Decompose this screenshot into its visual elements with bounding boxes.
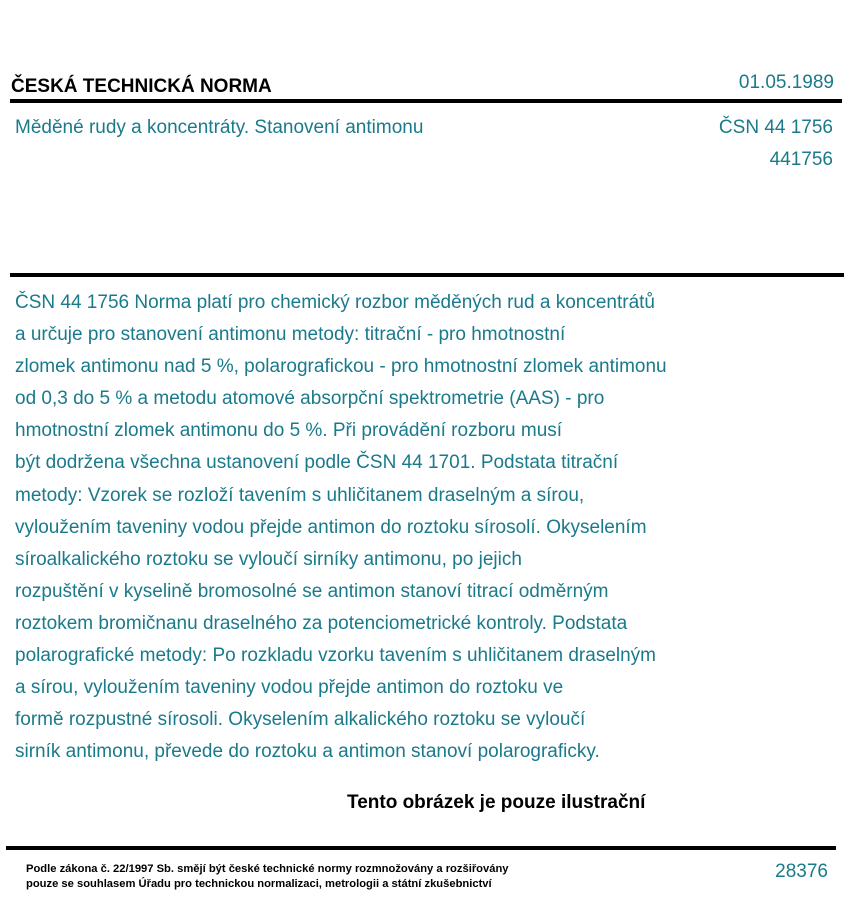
abstract-line: síroalkalického roztoku se vyloučí sirníky antimonu, po jejich [15, 548, 522, 570]
abstract-line: vyloužením taveniny vodou přejde antimon do roztoku sírosolí. Okyselením [15, 516, 647, 538]
abstract-line: polarografické metody: Po rozkladu vzorku tavením s uhličitanem draselným [15, 645, 657, 667]
standard-code: ČSN 44 1756 [718, 117, 833, 138]
abstract-text [15, 287, 815, 768]
body-divider [10, 273, 844, 277]
header-divider [10, 99, 842, 103]
footer-catalog-number: 28376 [775, 861, 828, 882]
abstract-line: od 0,3 do 5 % a metodu atomové absorpční spektrometrie (AAS) - pro [15, 388, 605, 410]
abstract-line: zlomek antimonu nad 5 %, polarografickou - pro hmotnostní zlomek antimonu [15, 356, 667, 378]
standard-number: 441756 [769, 149, 833, 170]
abstract-line: ČSN 44 1756 Norma platí pro chemický rozbor měděných rud a koncentrátů [15, 292, 655, 313]
standard-header-title: ČESKÁ TECHNICKÁ NORMA [11, 76, 272, 97]
footer-legal-notice [26, 862, 509, 892]
standard-date: 01.05.1989 [738, 72, 834, 93]
abstract-line: hmotnostní zlomek antimonu do 5 %. Při provádění rozboru musí [15, 420, 563, 442]
footer-divider [6, 846, 836, 850]
legal-line: pouze se souhlasem Úřadu pro technickou normalizaci, metrologii a státní zkušebnictví [26, 878, 492, 890]
document-title: Měděné rudy a koncentráty. Stanovení antimonu [15, 117, 424, 138]
abstract-line: roztokem bromičnanu draselného za potenciometrické kontroly. Podstata [15, 612, 628, 634]
abstract-line: být dodržena všechna ustanovení podle ČSN 44 1701. Podstata titrační [15, 452, 619, 474]
legal-line: Podle zákona č. 22/1997 Sb. smějí být české technické normy rozmnožovány a rozšiřovány [26, 863, 509, 875]
abstract-line: a sírou, vyloužením taveniny vodou přejde antimon do roztoku ve [15, 677, 564, 699]
abstract-line: rozpuštění v kyselině bromosolné se antimon stanoví titrací odměrným [15, 580, 609, 602]
illustration-note: Tento obrázek je pouze ilustrační [347, 792, 646, 813]
abstract-line: metody: Vzorek se rozloží tavením s uhličitanem draselným a sírou, [15, 484, 585, 506]
abstract-line: formě rozpustné sírosoli. Okyselením alkalického roztoku se vyloučí [15, 709, 586, 731]
abstract-line: a určuje pro stanovení antimonu metody: titrační - pro hmotnostní [15, 324, 566, 346]
abstract-line: sirník antimonu, převede do roztoku a antimon stanoví polarograficky. [15, 741, 600, 763]
